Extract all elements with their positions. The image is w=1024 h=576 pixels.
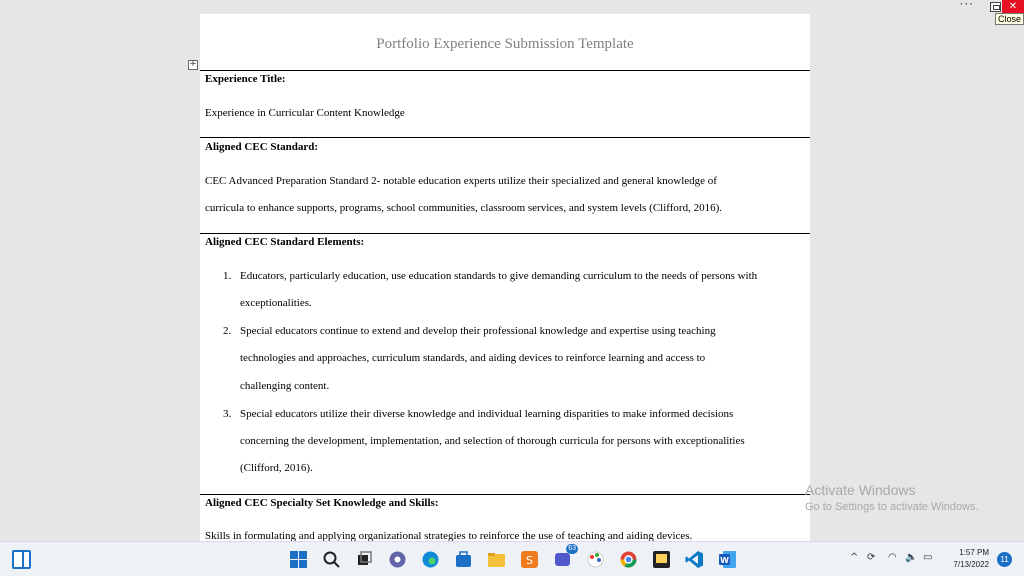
paint-icon[interactable] (586, 550, 605, 569)
chat-icon[interactable] (388, 550, 407, 569)
list-item: Special educators utilize their diverse knowledge and individual learning disparities to make informed decisions (240, 408, 734, 420)
list-item: Educators, particularly education, use education standards to give demanding curriculum to the needs of persons with (240, 270, 758, 282)
clock-date: 7/13/2022 (953, 560, 989, 569)
teams-icon[interactable] (553, 545, 576, 569)
specialty-label: Aligned CEC Specialty Set Knowledge and Skills: (205, 497, 439, 509)
notification-badge[interactable]: 11 (997, 552, 1012, 567)
activate-windows-title: Activate Windows (805, 482, 916, 498)
aligned-standard-text: curricula to enhance supports, programs, school communities, classroom services, and system levels (Clifford, 2016). (205, 202, 722, 214)
tray-overflow-icon[interactable]: ^ (850, 552, 859, 563)
table-rule (200, 233, 810, 234)
task-view-icon[interactable] (355, 550, 374, 569)
table-rule (200, 70, 810, 71)
start-icon[interactable] (289, 550, 308, 569)
taskbar (0, 541, 1024, 576)
sync-icon[interactable]: ⟳ (867, 552, 876, 563)
experience-title-label: Experience Title: (205, 73, 286, 85)
svg-text:W: W (720, 556, 729, 565)
teams-badge: 63 (568, 545, 576, 552)
specialty-text: Skills in formulating and applying organizational strategies to reinforce the use of teaching and aiding devices. (205, 530, 693, 541)
restore-icon[interactable] (990, 2, 1001, 12)
experience-title-value: Experience in Curricular Content Knowledge (205, 107, 405, 119)
document-page[interactable] (200, 14, 810, 541)
word-icon[interactable] (718, 550, 737, 569)
chrome-icon[interactable] (619, 550, 638, 569)
widgets-icon[interactable] (12, 550, 31, 569)
list-number: 3. (223, 408, 232, 420)
volume-icon[interactable]: 🔈 (905, 552, 918, 563)
file-explorer-icon[interactable] (487, 550, 506, 569)
list-item: concerning the development, implementation, and selection of thorough curricula for persons with exceptionalities (240, 435, 745, 447)
more-options-icon[interactable]: ··· (959, 0, 974, 11)
list-item: exceptionalities. (240, 297, 312, 309)
vscode-icon[interactable] (685, 550, 704, 569)
list-item: Special educators continue to extend and develop their professional knowledge and expertise using teaching (240, 325, 716, 337)
elements-label: Aligned CEC Standard Elements: (205, 236, 365, 248)
table-move-handle-icon[interactable]: + (189, 59, 197, 69)
list-item: (Clifford, 2016). (240, 462, 313, 474)
aligned-standard-label: Aligned CEC Standard: (205, 141, 319, 153)
edge-icon[interactable] (421, 550, 440, 569)
close-button[interactable]: ✕ (1002, 0, 1024, 14)
sublime-icon[interactable] (520, 550, 539, 569)
clock[interactable] (953, 547, 989, 571)
aligned-standard-text: CEC Advanced Preparation Standard 2- notable education experts utilize their specialized and general knowledge of (205, 175, 717, 187)
activate-windows-subtitle: Go to Settings to activate Windows. (805, 501, 979, 513)
search-icon[interactable] (322, 550, 341, 569)
list-number: 1. (223, 270, 232, 282)
clock-time: 1:57 PM (959, 548, 989, 557)
battery-icon[interactable]: ▭ (923, 552, 933, 563)
list-item: challenging content. (240, 380, 330, 392)
store-icon[interactable] (454, 550, 473, 569)
table-rule (200, 137, 810, 138)
table-rule (200, 494, 810, 495)
list-number: 2. (223, 325, 232, 337)
svg-text:S: S (526, 554, 533, 567)
close-tooltip: Close (995, 13, 1024, 25)
wifi-icon[interactable]: ◠ (888, 552, 897, 563)
sticky-notes-icon[interactable] (652, 550, 671, 569)
list-item: technologies and approaches, curriculum standards, and aiding devices to reinforce learning and access to (240, 352, 706, 364)
page-title: Portfolio Experience Submission Template (376, 36, 634, 52)
